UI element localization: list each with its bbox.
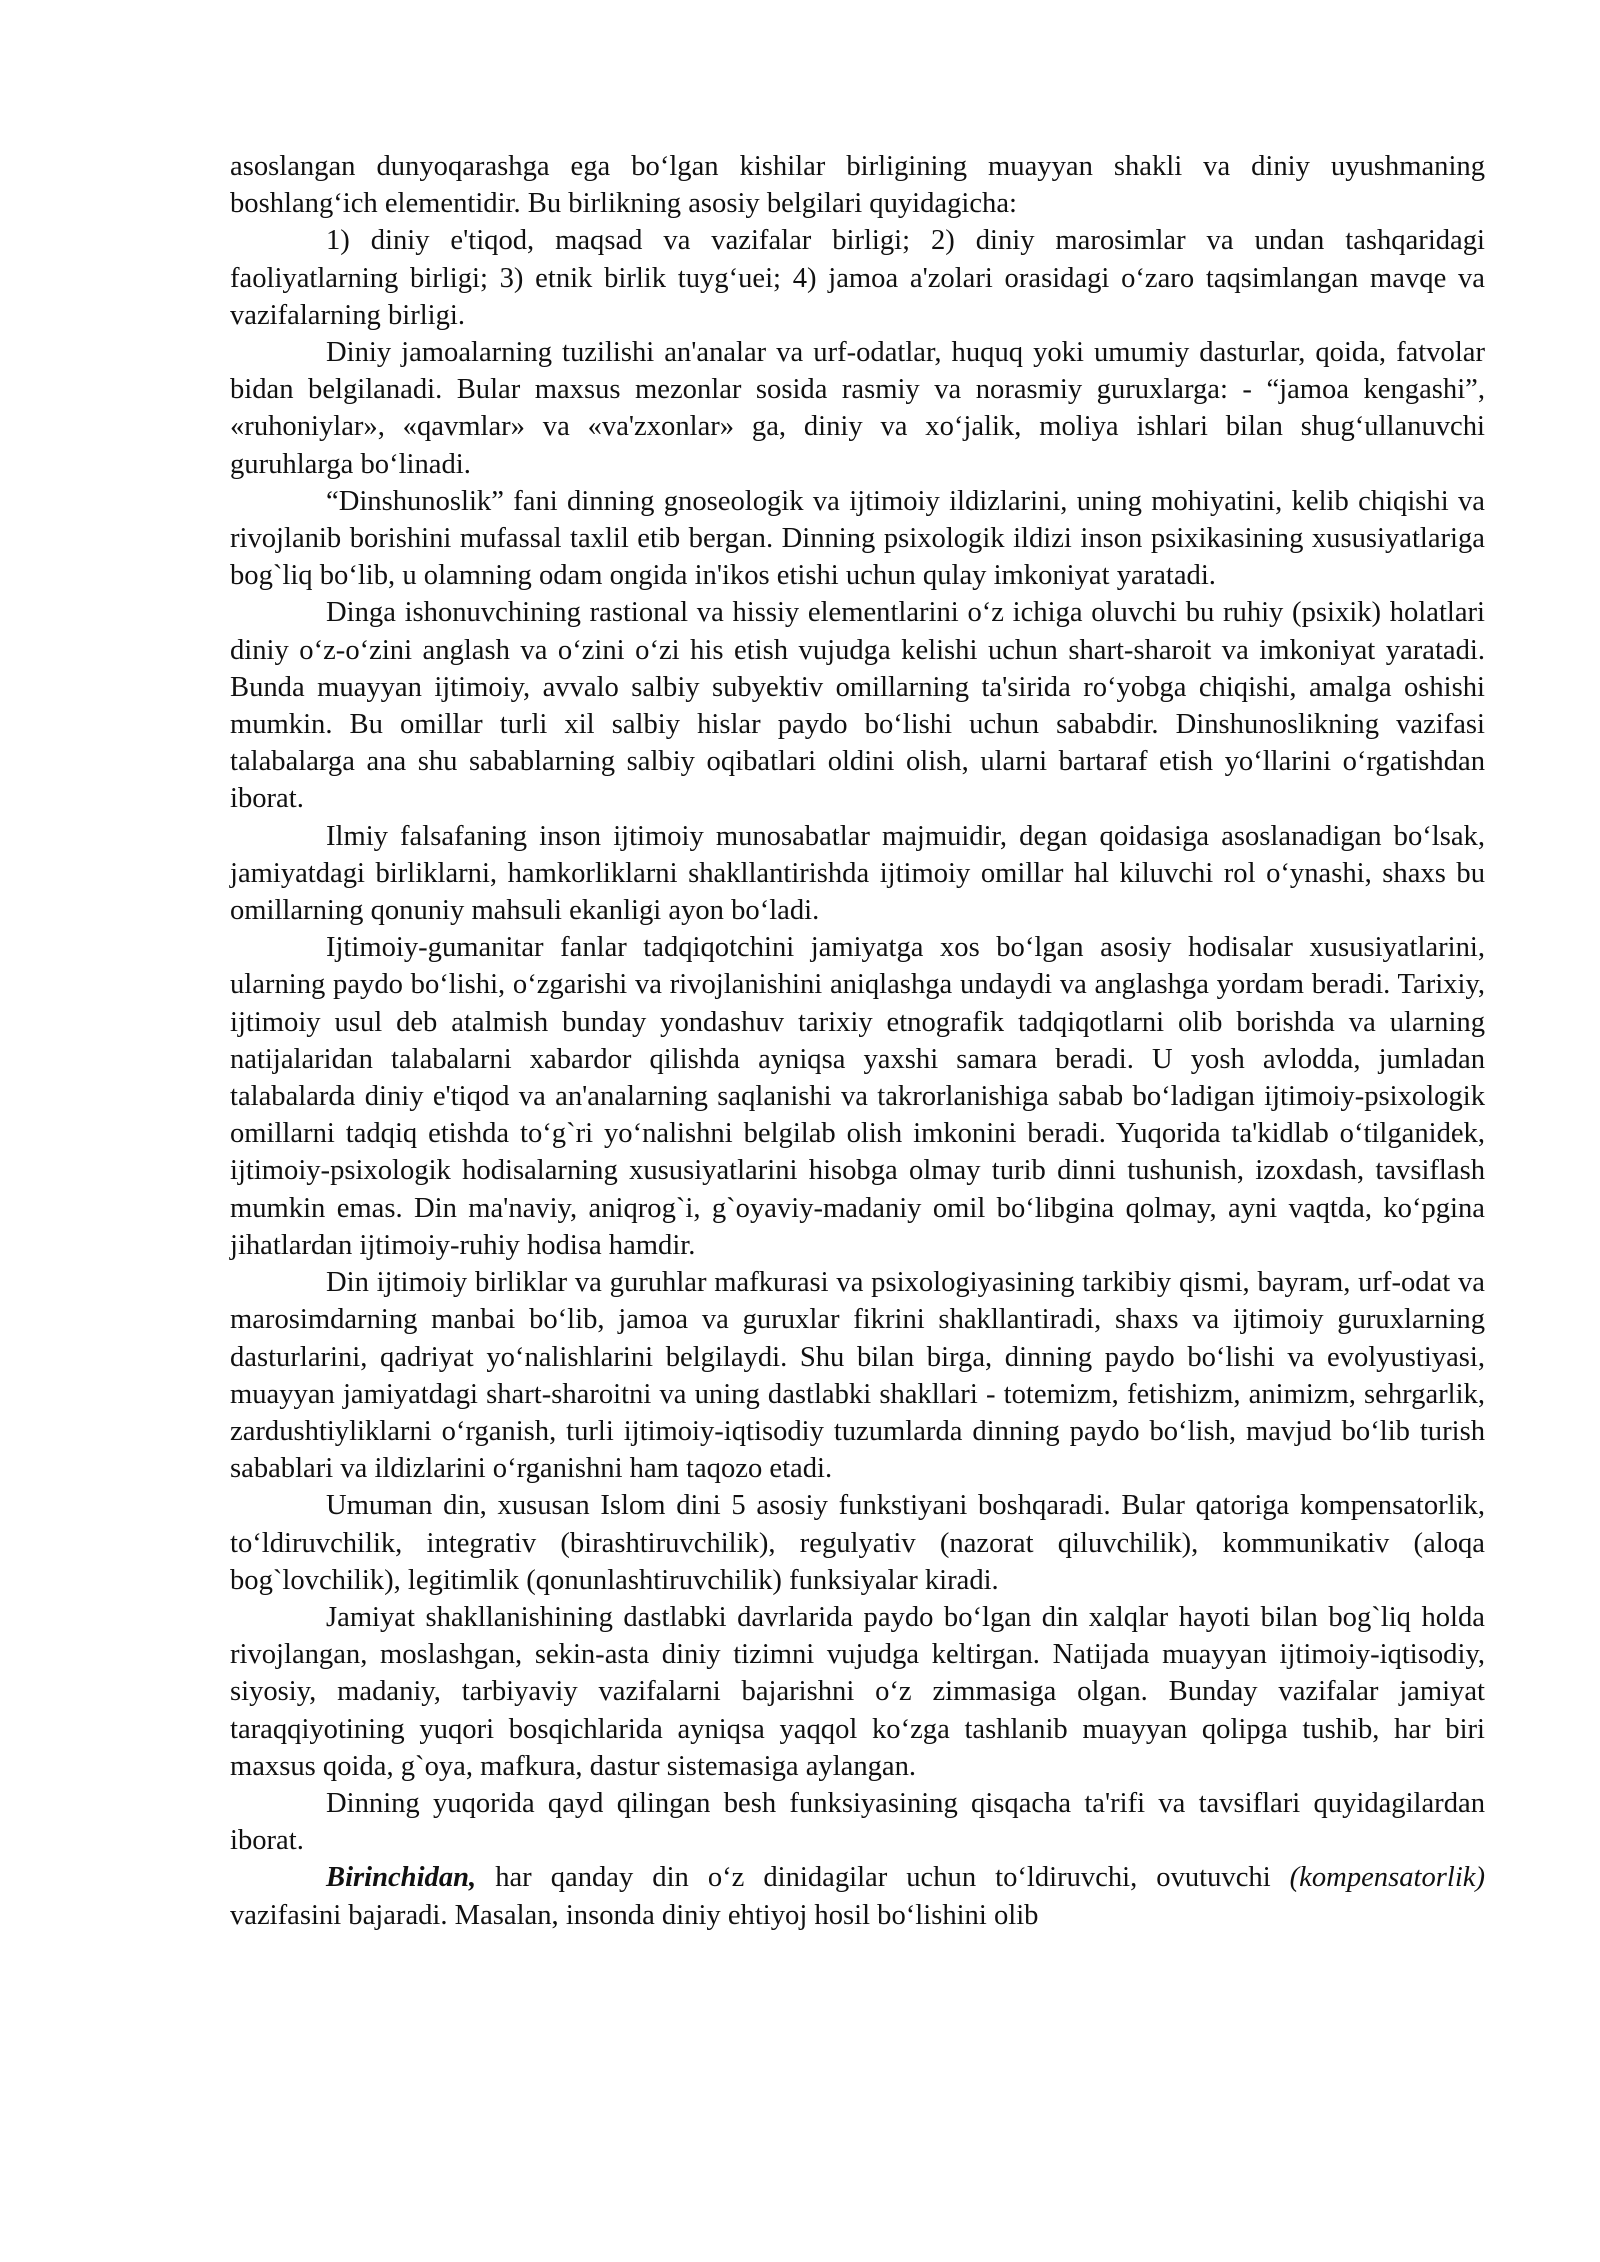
document-page [230,148,1485,1934]
paragraph-3: Diniy jamoalarning tuzilishi an'analar va urf-odatlar, huquq yoki umumiy dasturlar, qoida, fatvolar bidan belgilanadi. Bular maxsus mezonlar sosida rasmiy va norasmiy guruxlarga: - “jamoa kengashi”, «ruhoniylar», «qavmlar» va «va'zxonlar» ga, diniy va xo‘jalik, moliya ishlari bilan shug‘ullanuvchi guruhlarga bo‘linadi. [230,337,1485,480]
lead-term: Birinchidan, [326,1862,477,1894]
paragraph-6: Ilmiy falsafaning inson ijtimoiy munosabatlar majmuidir, degan qoidasiga asoslanadigan bo‘lsak, jamiyatdagi birliklarni, hamkorliklarni shakllantirishda ijtimoiy omillar hal kiluvchi rol o‘ynashi, shaxs bu omillarning qonuniy mahsuli ekanligi ayon bo‘ladi. [230,820,1485,927]
paragraph-12-text-1: har qanday din o‘z dinidagilar uchun to‘ldiruvchi, ovutuvchi [476,1862,1290,1894]
paragraph-12-text-2: vazifasini bajaradi. Masalan, insonda diniy ehtiyoj hosil bo‘lishini olib [230,1899,1039,1931]
paragraph-7: Ijtimoiy-gumanitar fanlar tadqiqotchini jamiyatga xos bo‘lgan asosiy hodisalar xususiyatlarini, ularning paydo bo‘lishi, o‘zgarishi va rivojlanishini aniqlashga undaydi va anglashga yordam beradi. Tarixiy, ijtimoiy usul deb atalmish bunday yondashuv tarixiy etnografik tadqiqotlarni olib borishda va ularning natijalaridan talabalarni xabardor qilishda ayniqsa yaxshi samara beradi. U yosh avlodda, jumladan talabalarda diniy e'tiqod va an'analarning saqlanishi va takrorlanishiga sabab bo‘ladigan ijtimoiy-psixologik omillarni tadqiq etishda to‘g`ri yo‘nalishni belgilab olish imkonini beradi. Yuqorida ta'kidlab o‘tilganidek, ijtimoiy-psixologik hodisalarning xususiyatlarini hisobga olmay turib dinni tushunish, izoxdash, tavsiflash mumkin emas. Din ma'naviy, aniqrog`i, g`oyaviy-madaniy omil bo‘libgina qolmay, ayni vaqtda, ko‘pgina jihatlardan ijtimoiy-ruhiy hodisa hamdir. [230,932,1485,1261]
paragraph-2: 1) diniy e'tiqod, maqsad va vazifalar birligi; 2) diniy marosimlar va undan tashqaridagi faoliyatlarning birligi; 3) etnik birlik tuyg‘uei; 4) jamoa a'zolari orasidagi o‘zaro taqsimlangan mavqe va vazifalarning birligi. [230,225,1485,331]
paragraph-11: Dinning yuqorida qayd qilingan besh funksiyasining qisqacha ta'rifi va tavsiflari quyidagilardan iborat. [230,1787,1485,1857]
paragraph-9: Umuman din, xususan Islom dini 5 asosiy funkstiyani boshqaradi. Bular qatoriga kompensatorlik, to‘ldiruvchilik, integrativ (birashtiruvchilik), regulyativ (nazorat qiluvchilik), kommunikativ (aloqa bog`lovchilik), legitimlik (qonunlashtiruvchilik) funksiyalar kiradi. [230,1490,1485,1596]
paragraph-5: Dinga ishonuvchining rastional va hissiy elementlarini o‘z ichiga oluvchi bu ruhiy (psixik) holatlari diniy o‘z-o‘zini anglash va o‘zini o‘zi his etish vujudga kelishi uchun shart-sharoit va imkoniyat yaratadi. Bunda muayyan ijtimoiy, avvalo salbiy subyektiv omillarning ta'sirida ro‘yobga chiqishi, amalga oshishi mumkin. Bu omillar turli xil salbiy hislar paydo bo‘lishi uchun sababdir. Dinshunoslikning vazifasi talabalarga ana shu sabablarning salbiy oqibatlari oldini olish, ularni bartaraf etish yo‘llarini o‘rgatishdan iborat. [230,597,1485,815]
italic-term: (kompensatorlik) [1289,1862,1485,1894]
paragraph-10: Jamiyat shakllanishining dastlabki davrlarida paydo bo‘lgan din xalqlar hayoti bilan bog`liq holda rivojlangan, moslashgan, sekin-asta diniy tizimni vujudga keltirgan. Natijada muayyan ijtimoiy-iqtisodiy, siyosiy, madaniy, tarbiyaviy vazifalarni bajarishni o‘z zimmasiga olgan. Bunday vazifalar jamiyat taraqqiyotining yuqori bosqichlarida ayniqsa yaqqol ko‘zga tashlanib muayyan qolipga tushib, har biri maxsus qoida, g`oya, mafkura, dastur sistemasiga aylangan. [230,1601,1485,1782]
paragraph-12 [230,1859,1485,1933]
paragraph-8: Din ijtimoiy birliklar va guruhlar mafkurasi va psixologiyasining tarkibiy qismi, bayram, urf-odat va marosimdarning manbai bo‘lib, jamoa va guruxlar fikrini shakllantiradi, shaxs va ijtimoiy guruxlarning dasturlarini, qadriyat yo‘nalishlarini belgilaydi. Shu bilan birga, dinning paydo bo‘lishi va evolyustiyasi, muayyan jamiyatdagi shart-sharoitni va uning dastlabki shakllari - totemizm, fetishizm, animizm, sehrgarlik, zardushtiyliklarni o‘rganish, turli ijtimoiy-iqtisodiy tuzumlarda dinning paydo bo‘lish, mavjud bo‘lib turish sabablari va ildizlarini o‘rganishni ham taqozo etadi. [230,1267,1485,1485]
paragraph-4: “Dinshunoslik” fani dinning gnoseologik va ijtimoiy ildizlarini, uning mohiyatini, kelib chiqishi va rivojlanib borishini mufassal taxlil etib bergan. Dinning psixologik ildizi inson psixikasining xususiyatlariga bog`liq bo‘lib, u olamning odam ongida in'ikos etishi uchun qulay imkoniyat yaratadi. [230,485,1485,592]
paragraph-1: asoslangan dunyoqarashga ega bo‘lgan kishilar birligining muayyan shakli va diniy uyushmaning boshlang‘ich elementidir. Bu birlikning asosiy belgilari quyidagicha: [230,151,1485,220]
